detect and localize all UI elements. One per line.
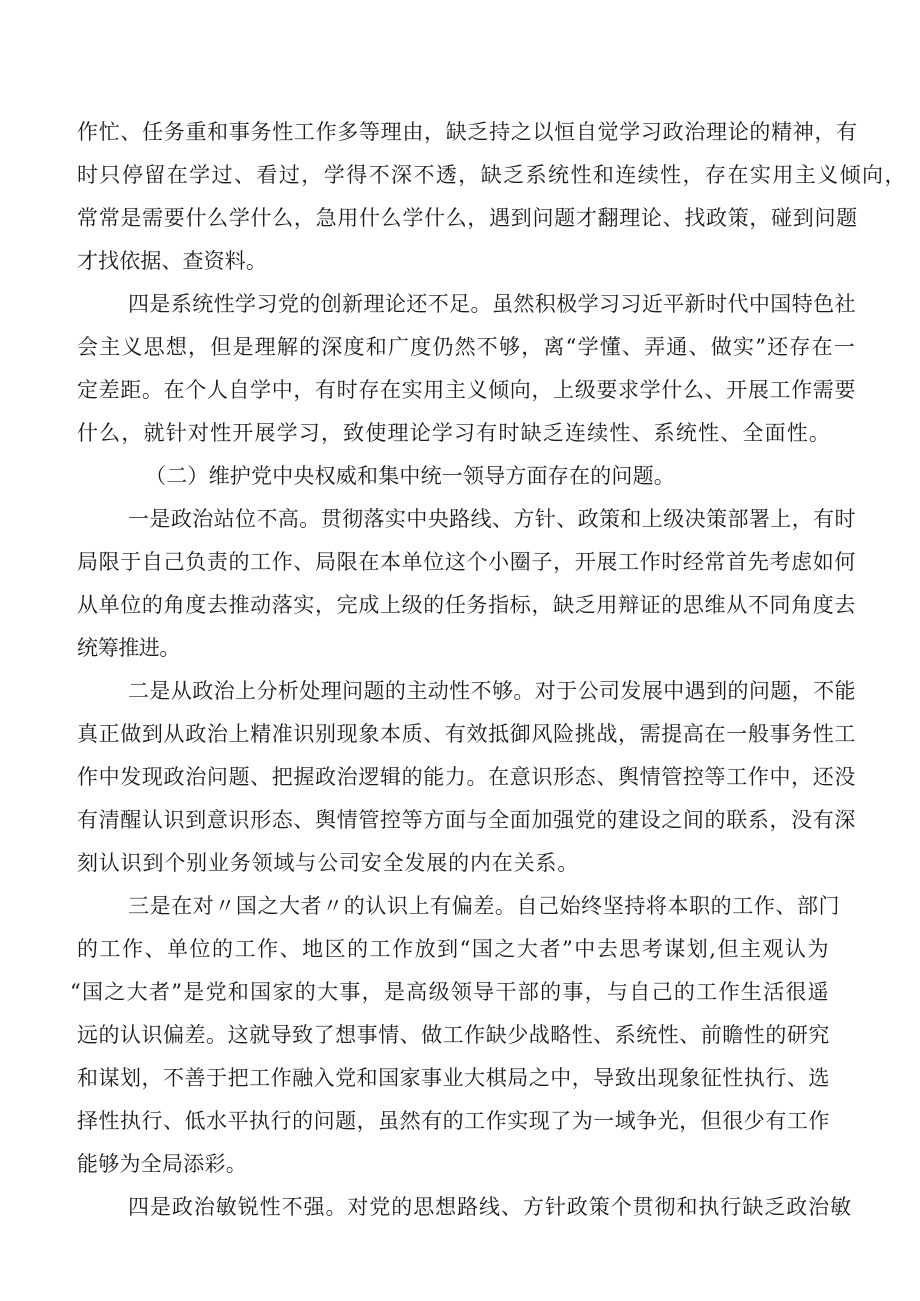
section-heading: （二）维护党中央权威和集中统一领导方面存在的问题。 [145,464,675,488]
text-line-15: 真正做到从政治上精准识别现象本质、有效抵御风险挑战，需提高在一般事务性工 [77,722,857,746]
text-line-21: “国之大者”是党和国家的大事，是高级领导干部的事，与自己的工作生活很遥 [70,980,830,1004]
text-line-14: 二是从政治上分析处理问题的主动性不够。对于公司发展中遇到的问题，不能 [128,679,856,703]
text-line-12: 从单位的角度去推动落实，完成上级的任务指标，缺乏用辩证的思维从不同角度去 [77,593,857,617]
text-line-23: 和谋划，不善于把工作融入党和国家事业大棋局之中，导致出现象征性执行、选 [77,1066,830,1090]
text-line-4: 才找依据、查资料。 [77,249,267,273]
text-line-20: 的工作、单位的工作、地区的工作放到“国之大者”中去思考谋划,但主观认为 [77,937,830,961]
text-line-25: 能够为全局添彩。 [77,1152,247,1176]
text-line-10: 一是政治站位不高。贯彻落实中央路线、方针、政策和上级决策部署上，有时 [128,507,856,531]
text-line-1: 作忙、任务重和事务性工作多等理由，缺乏持之以恒自觉学习政治理论的精神，有 [77,120,858,144]
text-line-5: 四是系统性学习党的创新理论还不足。虽然积极学习习近平新时代中国特色社 [128,292,856,316]
text-line-13: 统筹推进。 [77,636,180,660]
text-line-2: 时只停留在学过、看过，学得不深不透，缺乏系统性和连续性，存在实用主义倾向， [77,163,907,187]
text-line-16: 作中发现政治问题、把握政治逻辑的能力。在意识形态、舆情管控等工作中，还没 [77,765,857,789]
text-line-6: 会主义思想，但是理解的深度和广度仍然不够，离“学懂、弄通、做实”还存在一 [77,335,857,359]
text-line-19: 三是在对〃国之大者〃的认识上有偏差。自己始终坚持将本职的工作、部门 [128,894,841,918]
text-line-26: 四是政治敏锐性不强。对党的思想路线、方针政策个贯彻和执行缺乏政治敏 [128,1195,853,1219]
text-line-8: 什么，就针对性开展学习，致使理论学习有时缺乏连续性、系统性、全面性。 [77,421,832,445]
text-line-3: 常常是需要什么学什么，急用什么学什么，遇到问题才翻理论、找政策，碰到问题 [77,206,858,230]
text-line-17: 有清醒认识到意识形态、舆情管控等方面与全面加强党的建设之间的联系，没有深 [77,808,857,832]
text-line-18: 刻认识到个别业务领域与公司安全发展的内在关系。 [77,851,580,875]
text-line-22: 远的认识偏差。这就导致了想事情、做工作缺少战略性、系统性、前瞻性的研究 [77,1023,830,1047]
text-line-7: 定差距。在个人自学中，有时存在实用主义倾向，上级要求学什么、开展工作需要 [77,378,857,402]
text-line-24: 择性执行、低水平执行的问题，虽然有的工作实现了为一域争光，但很少有工作 [77,1109,830,1133]
text-line-11: 局限于自己负责的工作、局限在本单位这个小圈子，开展工作时经常首先考虑如何 [77,550,857,574]
